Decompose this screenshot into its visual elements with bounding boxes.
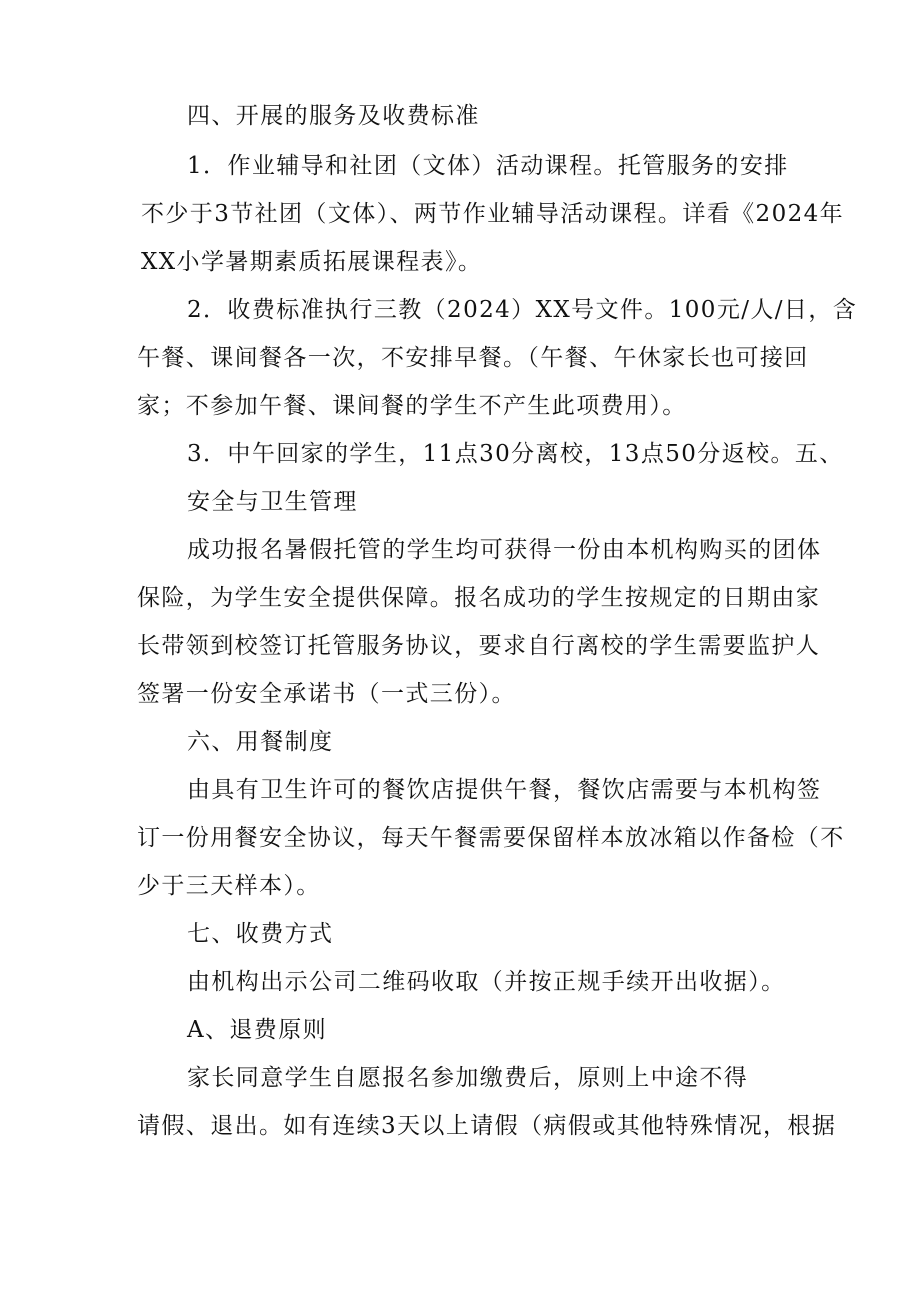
paragraph-meal-line-1: 由具有卫生许可的餐饮店提供午餐，餐饮店需要与本机构签 xyxy=(187,777,822,803)
heading-section-5: 安全与卫生管理 xyxy=(187,489,358,515)
paragraph-item-3-line-1: 3．中午回家的学生，11点30分离校，13点50分返校。五、 xyxy=(187,441,844,467)
heading-section-6: 六、用餐制度 xyxy=(187,729,334,755)
paragraph-meal-line-2: 订一份用餐安全协议，每天午餐需要保留样本放冰箱以作备检（不 xyxy=(137,825,845,851)
paragraph-payment-line-1: 由机构出示公司二维码收取（并按正规手续开出收据）。 xyxy=(187,969,786,995)
paragraph-safety-line-3: 长带领到校签订托管服务协议，要求自行离校的学生需要监护人 xyxy=(137,633,821,659)
heading-section-7: 七、收费方式 xyxy=(187,921,334,947)
paragraph-safety-line-2: 保险，为学生安全提供保障。报名成功的学生按规定的日期由家 xyxy=(137,585,821,611)
paragraph-meal-line-3: 少于三天样本）。 xyxy=(137,873,321,899)
paragraph-item-1-line-1: 1．作业辅导和社团（文体）活动课程。托管服务的安排 xyxy=(187,153,789,179)
paragraph-item-1-line-3: XX小学暑期素质拓展课程表》。 xyxy=(141,249,483,275)
paragraph-refund-line-1: 家长同意学生自愿报名参加缴费后，原则上中途不得 xyxy=(187,1065,749,1091)
paragraph-safety-line-1: 成功报名暑假托管的学生均可获得一份由本机构购买的团体 xyxy=(187,537,822,563)
paragraph-safety-line-4: 签署一份安全承诺书（一式三份）。 xyxy=(137,681,516,707)
heading-refund-principle: A、退费原则 xyxy=(187,1017,328,1043)
paragraph-refund-line-2: 请假、退出。如有连续3天以上请假（病假或其他特殊情况，根据 xyxy=(137,1113,837,1139)
paragraph-item-2-line-1: 2．收费标准执行三教（2024）XX号文件。100元/人/日，含 xyxy=(187,297,858,323)
paragraph-item-2-line-2: 午餐、课间餐各一次，不安排早餐。（午餐、午休家长也可接回 xyxy=(137,345,809,371)
paragraph-item-2-line-3: 家；不参加午餐、课间餐的学生不产生此项费用）。 xyxy=(137,393,687,419)
heading-section-4: 四、开展的服务及收费标准 xyxy=(187,103,480,129)
paragraph-item-1-line-2: 不少于3节社团（文体）、两节作业辅导活动课程。详看《2024年 xyxy=(141,201,845,227)
